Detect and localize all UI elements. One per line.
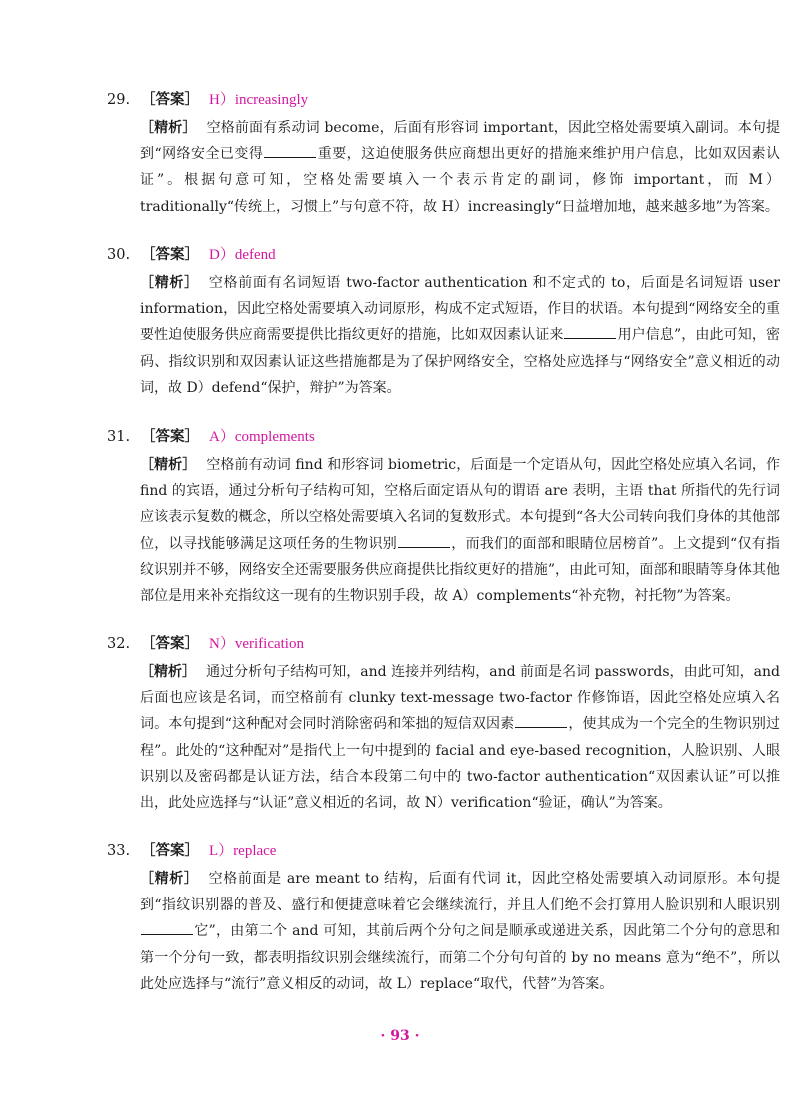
answer-tag: ［答案］	[141, 246, 199, 263]
analysis-tag: ［精析］	[140, 120, 197, 136]
analysis-text-before: 空格前面有名词短语 two-factor authentication 和不定式的 to，后面是名词短语 user information，因此空格处需要填入动词原形，构成不定式短语，作目的状语。本句提到“网络安全的重要性迫使服务供应商需要提供比指纹更好的措施，比如双因素认证来	[140, 275, 781, 344]
analysis-paragraph	[140, 866, 780, 997]
analysis-text-before: 空格前面有系动词 become，后面有形容词 important，因此空格处需要填入副词。本句提到“网络安全已变得	[140, 120, 780, 163]
blank-line	[141, 920, 193, 935]
question-number: 30.	[107, 247, 131, 263]
blank-line	[264, 143, 316, 158]
answer-choice: N）verification	[209, 636, 304, 652]
analysis-tag: ［精析］	[140, 664, 197, 680]
analysis-paragraph	[140, 659, 780, 816]
analysis-tag: ［精析］	[140, 275, 199, 291]
question-number: 29.	[107, 92, 131, 108]
analysis-text-after: ，而我们的面部和眼睛位居榜首”。上文提到“仅有指纹识别并不够，网络安全还需要服务供应商提供比指纹更好的措施”，由此可知，面部和眼睛等身体其他部位是用来补充指纹这一现有的生物识别手段，故 A）complements“补充物，衬托物”为答案。	[140, 535, 780, 605]
answer-line	[107, 425, 315, 449]
analysis-text-before: 通过分析句子结构可知，and 连接并列结构，and 前面是名词 passwords，由此可知，and 后面也应该是名词，而空格前有 clunky text-message two-factor 作修饰语，因此空格处应填入名词。本句提到“这种配对会同时消除密码和笨拙的短信双因素	[140, 664, 781, 733]
analysis-text-after: 它”，由第二个 and 可知，其前后两个分句之间是顺承或递进关系，因此第二个分句的意思和第一个分句一致，都表明指纹识别会继续流行，而第二个分句句首的 by no means 意为“绝不”，所以此处应选择与“流行”意义相反的动词，故 L）replace“取代，代替”为答案。	[140, 923, 780, 992]
blank-line	[564, 324, 616, 339]
answer-choice: A）complements	[209, 429, 315, 445]
analysis-paragraph	[140, 270, 780, 401]
analysis-text-after: ，使其成为一个完全的生物识别过程”。此处的“这种配对”是指代上一句中提到的 facial and eye-based recognition，人脸识别、人眼识别以及密码都是认证方法，结合本段第二句中的 two-factor authentication“双因素认证”可以推出，此处应选择与“认证”意义相近的名词，故 N）verification“验证，确认”为答案。	[140, 716, 781, 812]
analysis-paragraph	[140, 452, 780, 609]
analysis-paragraph	[140, 115, 780, 220]
analysis-text-after: 用户信息”，由此可知，密码、指纹识别和双因素认证这些措施都是为了保护网络安全，空格处应选择与“网络安全”意义相近的动词，故 D）defend“保护，辩护”为答案。	[140, 327, 780, 396]
answer-line	[107, 243, 276, 267]
answer-line	[107, 839, 276, 863]
answer-line	[107, 632, 304, 656]
answer-tag: ［答案］	[141, 91, 199, 108]
analysis-text-before: 空格前有动词 find 和形容词 biometric，后面是一个定语从句，因此空格处应填入名词，作 find 的宾语，通过分析句子结构可知，空格后面定语从句的谓语 are 表明，主语 that 所指代的先行词应该表示复数的概念，所以空格处需要填入名词的复数形式。本句提到“各大公司转向我们身体的其他部位，以寻找能够满足这项任务的生物识别	[140, 457, 780, 552]
answer-tag: ［答案］	[141, 635, 199, 652]
question-number: 33.	[107, 843, 131, 859]
answer-choice: L）replace	[209, 843, 277, 859]
analysis-text-before: 空格前面是 are meant to 结构，后面有代词 it，因此空格处需要填入动词原形。本句提到“指纹识别器的普及、盛行和便捷意味着它会继续流行，并且人们绝不会打算用人脸识别和人眼识别	[140, 871, 780, 914]
answer-line	[107, 88, 308, 112]
blank-line	[515, 713, 567, 728]
answer-tag: ［答案］	[141, 842, 199, 859]
answer-choice: H）increasingly	[209, 92, 309, 108]
question-number: 31.	[107, 429, 131, 445]
analysis-tag: ［精析］	[140, 457, 197, 473]
answer-choice: D）defend	[209, 247, 276, 263]
page-number: · 93 ·	[380, 1028, 420, 1044]
analysis-text-after: 重要，这迫使服务供应商想出更好的措施来维护用户信息，比如双因素认证”。根据句意可知，空格处需要填入一个表示肯定的副词，修饰 important，而 M）traditionally“传统上，习惯上”与句意不符，故 H）increasingly“日益增加地，越来越多地”为答案。	[140, 146, 780, 215]
analysis-tag: ［精析］	[140, 871, 199, 887]
blank-line	[398, 533, 450, 548]
question-number: 32.	[107, 636, 131, 652]
answer-tag: ［答案］	[141, 428, 199, 445]
